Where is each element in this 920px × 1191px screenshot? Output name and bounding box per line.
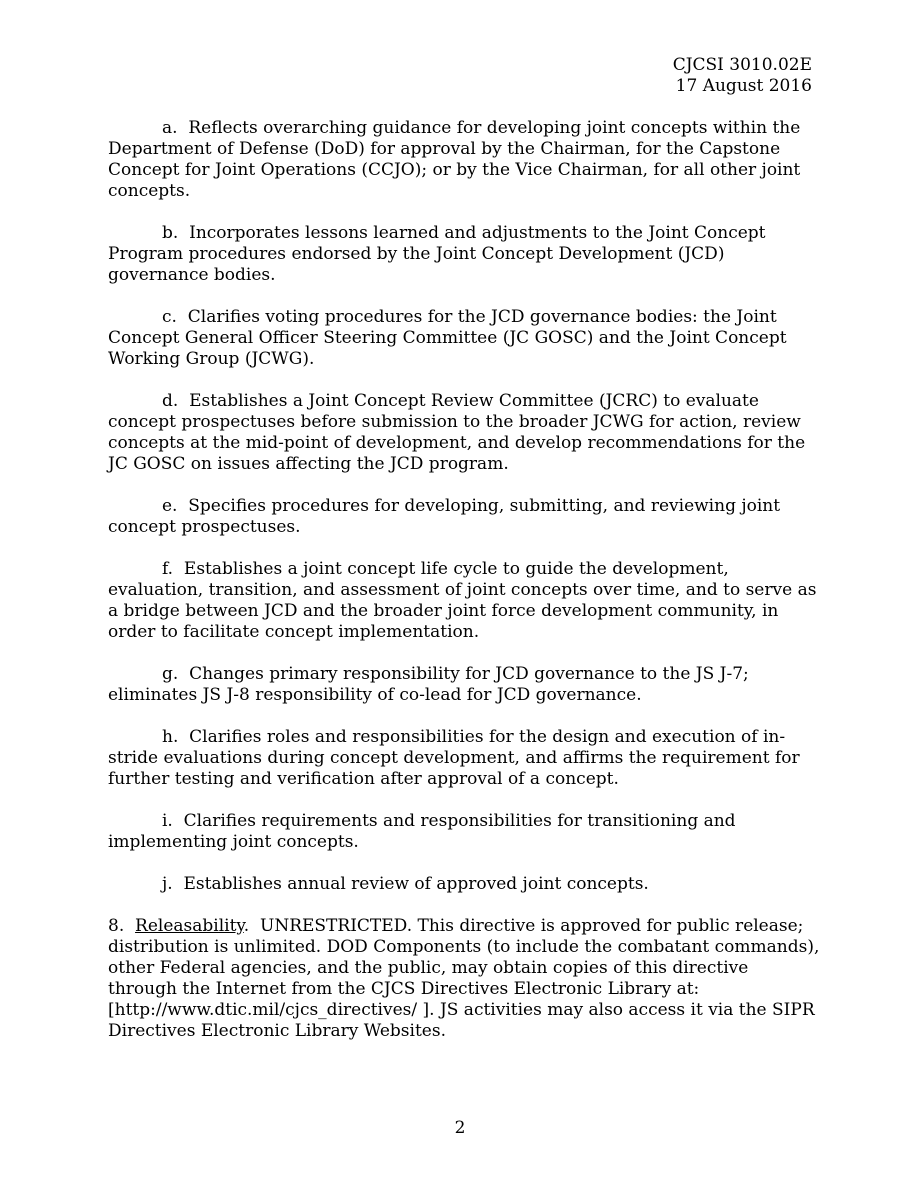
paragraph-letter: b. <box>162 223 179 243</box>
paragraph-text: Establishes a Joint Concept Review Committee (JCRC) to evaluate concept prospectuses before submission to the broader JCWG for action, review concepts at the mid-point of development, and develop recommendations for the JC GOSC on issues affecting the JCD program. <box>108 391 806 474</box>
document-body <box>108 118 820 1063</box>
section-text: UNRESTRICTED. This directive is approved for public release; distribution is unlimited. DOD Components (to include the combatant commands), other Federal agencies, and the public, may obtain copies of this directive through the Internet from the CJCS Directives Electronic Library at: [http://www.dtic.mil/cjcs_directives/ ]. JS activities may also access it via the SIPR Directives Electronic Library Websites. <box>108 916 820 1041</box>
document-header <box>673 55 812 97</box>
paragraph-letter: c. <box>162 307 177 327</box>
paragraph-text: Establishes a joint concept life cycle to guide the development, evaluation, transition, and assessment of joint concepts over time, and to serve as a bridge between JCD and the broader joint force development community, in order to facilitate concept implementation. <box>108 559 817 642</box>
section-number: 8. <box>108 916 125 936</box>
paragraph-text: Clarifies requirements and responsibilities for transitioning and implementing joint concepts. <box>108 811 736 852</box>
paragraph-text: Changes primary responsibility for JCD governance to the JS J-7; eliminates JS J-8 responsibility of co-lead for JCD governance. <box>108 664 749 705</box>
paragraph-b <box>108 223 820 286</box>
paragraph-g <box>108 664 820 706</box>
paragraph-text: Clarifies voting procedures for the JCD governance bodies: the Joint Concept General Officer Steering Committee (JC GOSC) and the Joint Concept Working Group (JCWG). <box>108 307 787 369</box>
paragraph-e <box>108 496 820 538</box>
paragraph-letter: e. <box>162 496 178 516</box>
document-number: CJCSI 3010.02E <box>672 55 812 75</box>
paragraph-letter: d. <box>162 391 179 411</box>
paragraph-h <box>108 727 820 790</box>
section-title: Releasability <box>135 916 244 936</box>
paragraph-text: Establishes annual review of approved joint concepts. <box>183 874 649 894</box>
paragraph-text: Specifies procedures for developing, submitting, and reviewing joint concept prospectuses. <box>108 496 781 537</box>
paragraph-letter: i. <box>162 811 173 831</box>
paragraph-d <box>108 391 820 475</box>
paragraph-letter: g. <box>162 664 179 684</box>
paragraph-f <box>108 559 820 643</box>
paragraph-text: Incorporates lessons learned and adjustments to the Joint Concept Program procedures endorsed by the Joint Concept Development (JCD) governance bodies. <box>108 223 766 285</box>
page-number: 2 <box>454 1118 466 1138</box>
paragraph-letter: h. <box>162 727 179 747</box>
paragraph-letter: a. <box>162 118 178 138</box>
paragraph-j <box>108 874 820 895</box>
paragraph-i <box>108 811 820 853</box>
section-8-releasability: 8. Releasability. UNRESTRICTED. This directive is approved for public release; distribution is unlimited. DOD Components (to include the combatant commands), other Federal agencies, and the public, may obtain copies of this directive through the Internet from the CJCS Directives Electronic Library at: [http://www.dtic.mil/cjcs_directives/ ]. JS activities may also access it via the SIPR Directives Electronic Library Websites. <box>108 916 820 1041</box>
paragraph-c <box>108 307 820 370</box>
document-date: 17 August 2016 <box>675 76 812 96</box>
paragraph-letter: f. <box>162 559 174 579</box>
paragraph-letter: j. <box>162 874 173 894</box>
paragraph-text: Clarifies roles and responsibilities for the design and execution of in-stride evaluations during concept development, and affirms the requirement for further testing and verification after approval of a concept. <box>108 727 800 789</box>
paragraph-text: Reflects overarching guidance for developing joint concepts within the Department of Defense (DoD) for approval by the Chairman, for the Capstone Concept for Joint Operations (CCJO); or by the Vice Chairman, for all other joint concepts. <box>108 118 801 201</box>
paragraph-a <box>108 118 820 202</box>
